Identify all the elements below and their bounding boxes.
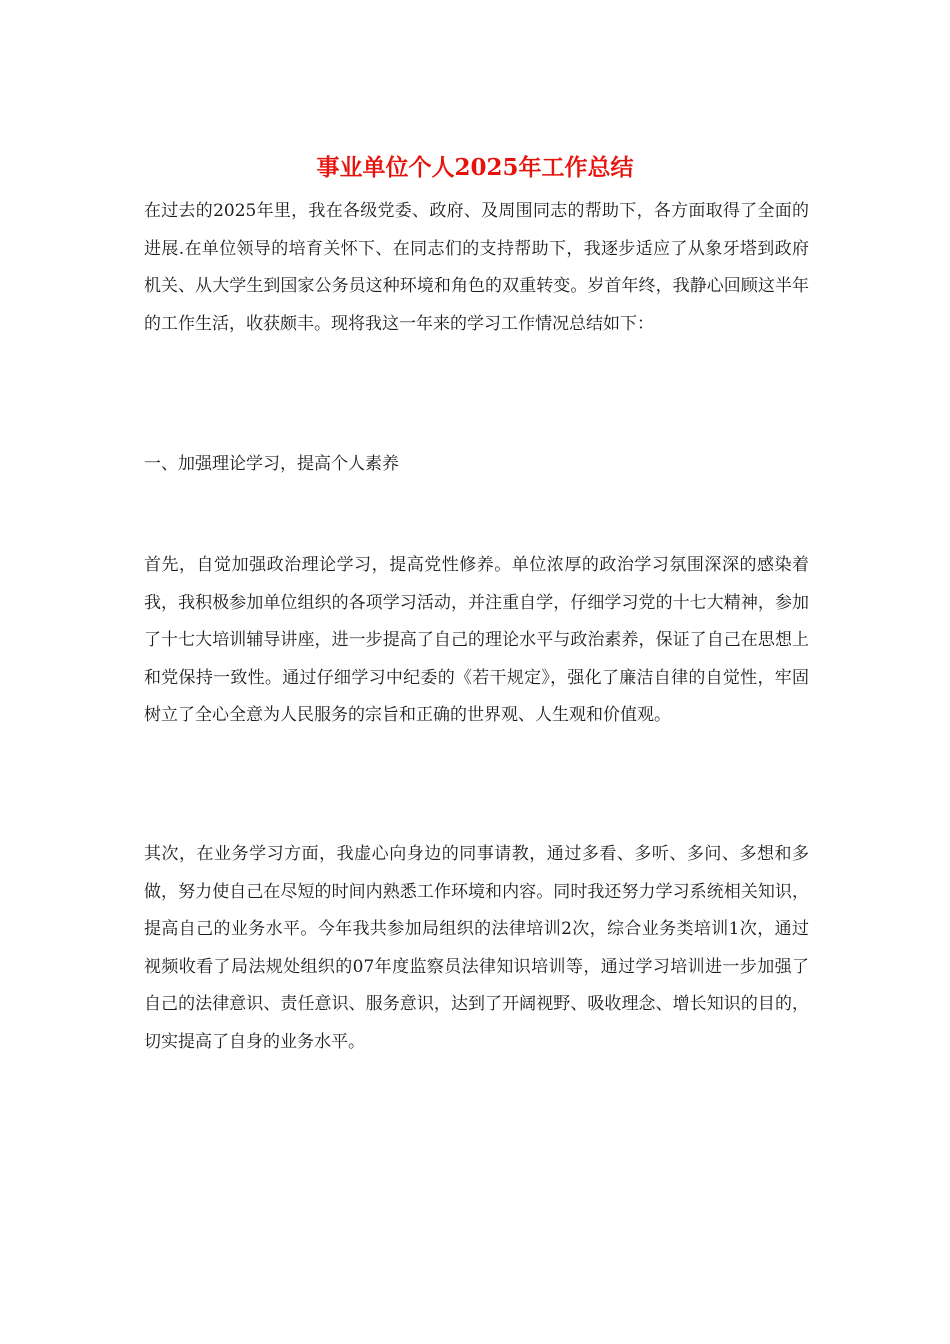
intro-paragraph: 在过去的2025年里，我在各级党委、政府、及周围同志的帮助下，各方面取得了全面的进展.在单位领导的培育关怀下、在同志们的支持帮助下，我逐步适应了从象牙塔到政府机关、从大学生到国家公务员这种环境和角色的双重转变。岁首年终，我静心回顾这半年的工作生活，收获颇丰。现将我这一年来的学习工作情况总结如下：: [144, 201, 809, 334]
body-paragraph-second: 其次，在业务学习方面，我虚心向身边的同事请教，通过多看、多听、多问、多想和多做，努力使自己在尽短的时间内熟悉工作环境和内容。同时我还努力学习系统相关知识，提高自己的业务水平。今年我共参加局组织的法律培训2次，综合业务类培训1次，通过视频收看了局法规处组织的07年度监察员法律知识培训等，通过学习培训进一步加强了自己的法律意识、责任意识、服务意识，达到了开阔视野、吸收理念、增长知识的目的，切实提高了自身的业务水平。: [144, 844, 809, 1052]
section-heading: 一、加强理论学习，提高个人素养: [144, 454, 399, 474]
body-paragraph-first: 首先，自觉加强政治理论学习，提高党性修养。单位浓厚的政治学习氛围深深的感染着我，我积极参加单位组织的各项学习活动，并注重自学，仔细学习党的十七大精神，参加了十七大培训辅导讲座，进一步提高了自己的理论水平与政治素养，保证了自己在思想上和党保持一致性。通过仔细学习中纪委的《若干规定》，强化了廉洁自律的自觉性，牢固树立了全心全意为人民服务的宗旨和正确的世界观、人生观和价值观。: [144, 555, 809, 726]
document-title: 事业单位个人2025年工作总结: [316, 154, 634, 181]
